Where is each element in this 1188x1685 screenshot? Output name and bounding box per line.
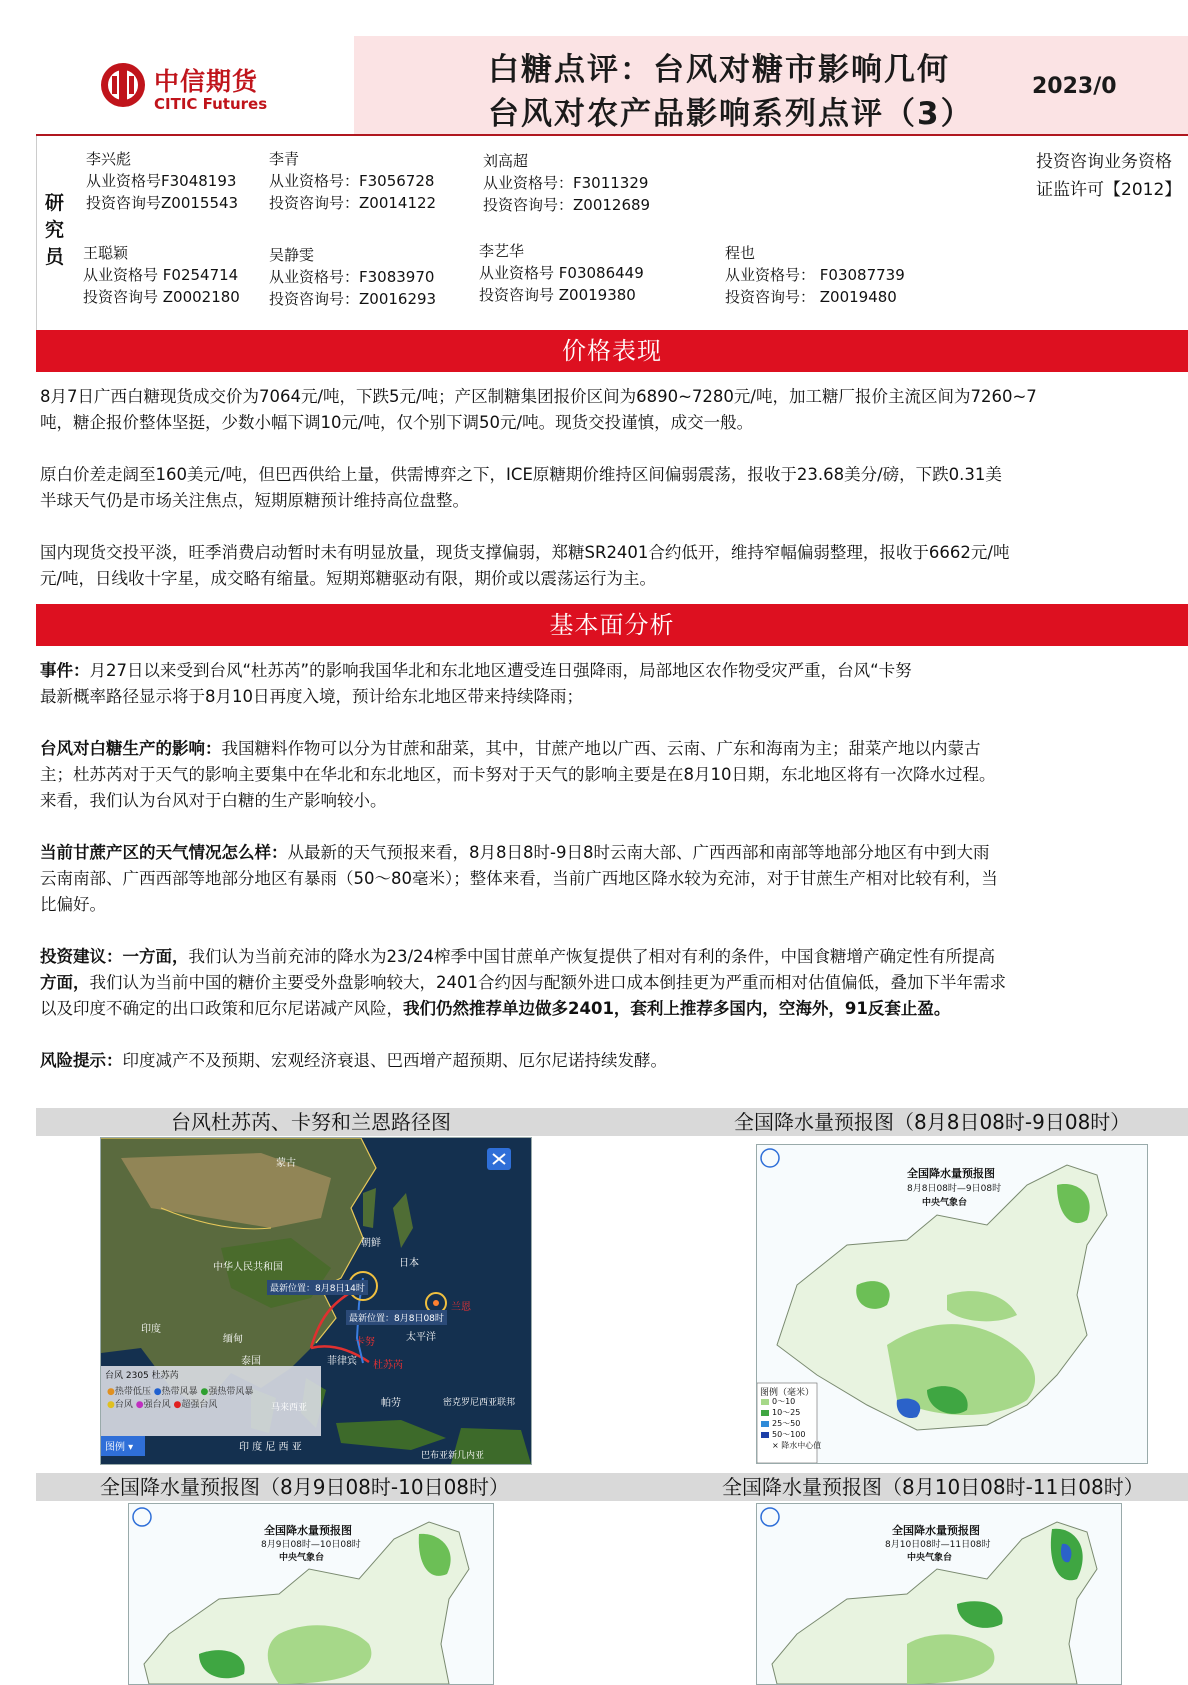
analyst-license: 从业资格号 F03086449 bbox=[479, 264, 644, 282]
researchers-label: 研 究 员 bbox=[45, 192, 65, 268]
weather-label: 当前甘蔗产区的天气情况怎么样： bbox=[40, 843, 288, 862]
figure-title-typhoon: 台风杜苏芮、卡努和兰恩路径图 bbox=[171, 1110, 451, 1134]
logo-english-name: CITIC Futures bbox=[154, 95, 268, 113]
analyst-name: 吴静雯 bbox=[269, 246, 315, 264]
risk-label: 风险提示： bbox=[40, 1051, 123, 1070]
figure-title-rain-10-11: 全国降水量预报图（8月10日08时-11日08时） bbox=[722, 1475, 1144, 1499]
analyst-name: 王聪颖 bbox=[83, 244, 129, 262]
section-heading-fundamentals: 基本面分析 bbox=[36, 604, 1188, 646]
weather-paragraph: 当前甘蔗产区的天气情况怎么样：从最新的天气预报来看，8月8日8时-9日8时云南大部、广西西部和南部等地部分地区有中到大雨 云南南部、广西西部等地部分地区有暴雨（50～80毫米）；整体来看，当前广西地区降水较为充沛，对于甘蔗生产相对比较有利，当 比偏好。 bbox=[40, 843, 998, 914]
section-heading-price: 价格表现 bbox=[36, 330, 1188, 372]
typhoon-legend: ●热带低压 ●热带风暴 ●强热带风暴 ●台风 ●强台风 ●超强台风 bbox=[107, 1387, 254, 1410]
price-paragraph-2: 原白价差走阔至160美元/吨，但巴西供给上量，供需博弈之下，ICE原糖期价维持区间偏弱震荡，报收于23.68美分/磅，下跌0.31美 半球天气仍是市场关注焦点，短期原糖预计维持高位盘整。 bbox=[40, 465, 1002, 510]
risk-paragraph: 风险提示：印度减产不及预期、宏观经济衰退、巴西增产超预期、厄尔尼诺持续发酵。 bbox=[40, 1051, 667, 1070]
analyst-card bbox=[83, 242, 240, 308]
analyst-name: 程也 bbox=[725, 244, 756, 262]
logo-chinese-name: 中信期货 bbox=[154, 67, 259, 96]
report-header bbox=[36, 36, 1188, 136]
event-paragraph: 事件：月27日以来受到台风“杜苏芮”的影响我国华北和东北地区遭受连日强降雨，局部地区农作物受灾严重，台风“卡努 最新概率路径显示将于8月10日再度入境，预计给东北地区带来持续降雨； bbox=[40, 661, 912, 706]
figure-title-row-2 bbox=[36, 1473, 1188, 1501]
analyst-card bbox=[483, 150, 650, 216]
analyst-card bbox=[86, 148, 238, 214]
figure-title-row-1 bbox=[36, 1108, 1188, 1136]
report-subtitle: 台风对农产品影响系列点评（3） bbox=[488, 96, 974, 132]
analyst-consult-no: 投资咨询号 Z0019380 bbox=[479, 286, 636, 304]
figure-title-rain-8-9: 全国降水量预报图（8月8日08时-9日08时） bbox=[734, 1110, 1131, 1134]
analyst-license: 从业资格号：F3011329 bbox=[483, 174, 649, 192]
analyst-license: 从业资格号：F3083970 bbox=[269, 268, 435, 286]
price-paragraph-3: 国内现货交投平淡，旺季消费启动暂时未有明显放量，现货支撑偏弱，郑糖SR2401合约低开，维持窄幅偏弱整理，报收于6662元/吨 元/吨，日线收十字星，成交略有缩量。短期郑糖驱动有限，期价或以震荡运行为主。 bbox=[40, 543, 1010, 588]
rain-forecast-map-9-10: 全国降水量预报图 8月9日08时—10日08时 中央气象台 bbox=[128, 1503, 494, 1685]
citic-logo-icon bbox=[100, 62, 146, 108]
rain-legend: 0～10 10～25 25～50 50～100 × 降水中心值 bbox=[772, 1397, 822, 1450]
logo bbox=[36, 36, 354, 134]
analyst-card bbox=[269, 244, 436, 310]
title-block bbox=[354, 36, 1188, 134]
report-page bbox=[36, 36, 1188, 1680]
analyst-name: 李艺华 bbox=[479, 242, 525, 260]
report-title: 白糖点评：台风对糖市影响几何 bbox=[488, 52, 950, 88]
price-paragraph-1: 8月7日广西白糖现货成交价为7064元/吨，下跌5元/吨；产区制糖集团报价区间为6890~7280元/吨，加工糖厂报价主流区间为7260~7 吨，糖企报价整体坚挺，少数小幅下调10元/吨，仅个别下调50元/吨。现货交投谨慎，成交一般。 bbox=[40, 387, 1037, 432]
analyst-consult-no: 投资咨询号Z0015543 bbox=[86, 194, 239, 212]
typhoon-track-map: 蒙古 中华人民共和国 印度 缅甸 泰国 日本 朝鲜 菲律宾 太平洋 帕劳 密克罗尼西亚联邦 印 度 尼 西 亚 巴布亚新几内亚 马来西亚 最新位置：8月8日14时 最新位置：8月8日08时 兰恩 卡努 杜苏芮 台风 2305 杜苏芮 ●热带低压 ●热带风暴 ●强热带风暴 ●台风 ●强台风 ●超强台风 图例 ▾ bbox=[100, 1137, 532, 1465]
analyst-consult-no: 投资咨询号 Z0002180 bbox=[83, 288, 240, 306]
analyst-license: 从业资格号： F03087739 bbox=[725, 266, 905, 284]
analyst-card bbox=[725, 242, 905, 308]
report-date: 2023/0 bbox=[1032, 74, 1117, 99]
researchers-block bbox=[36, 136, 1188, 330]
analyst-license: 从业资格号：F3056728 bbox=[269, 172, 435, 190]
analyst-consult-no: 投资咨询号：Z0016293 bbox=[269, 290, 437, 308]
analyst-license: 从业资格号 F0254714 bbox=[83, 266, 239, 284]
analyst-consult-no: 投资咨询号：Z0014122 bbox=[269, 194, 437, 212]
analyst-consult-no: 投资咨询号： Z0019480 bbox=[725, 288, 897, 306]
analyst-name: 李兴彪 bbox=[86, 150, 132, 168]
analyst-name: 刘高超 bbox=[483, 152, 529, 170]
figure-title-rain-9-10: 全国降水量预报图（8月9日08时-10日08时） bbox=[100, 1475, 510, 1499]
advice-label: 投资建议： bbox=[40, 947, 123, 966]
rain-forecast-map-8-9: 全国降水量预报图 8月8日08时—9日08时 中央气象台 图例（毫米） 0～10 10～25 25～50 50～100 × 降水中心值 bbox=[756, 1144, 1148, 1464]
impact-label: 台风对白糖生产的影响： bbox=[40, 739, 222, 758]
analyst-card bbox=[269, 148, 436, 214]
analyst-consult-no: 投资咨询号：Z0012689 bbox=[483, 196, 651, 214]
analyst-name: 李青 bbox=[269, 150, 300, 168]
impact-paragraph: 台风对白糖生产的影响：我国糖料作物可以分为甘蔗和甜菜，其中，甘蔗产地以广西、云南、广东和海南为主；甜菜产地以内蒙古 主；杜苏芮对于天气的影响主要集中在华北和东北地区，而卡努对于天气的影响主要是在8月10日期，东北地区将有一次降水过程。 来看，我们认为台风对于白糖的生产影响较小。 bbox=[40, 739, 996, 810]
advice-paragraph: 投资建议：一方面，我们认为当前充沛的降水为23/24榨季中国甘蔗单产恢复提供了相对有利的条件，中国食糖增产确定性有所提高 方面，我们认为当前中国的糖价主要受外盘影响较大，2401合约因与配额外进口成本倒挂更为严重而相对估值偏低，叠加下半年需求 以及印度不确定的出口政策和厄尔尼诺减产风险，我们仍然推荐单边做多2401，套利上推荐多国内，空海外，91反套止盈。 bbox=[40, 947, 1006, 1018]
rain-forecast-map-10-11: 全国降水量预报图 8月10日08时—11日08时 中央气象台 bbox=[756, 1503, 1122, 1685]
event-label: 事件： bbox=[40, 661, 90, 680]
license-info: 投资咨询业务资格 证监许可【2012】 bbox=[1036, 152, 1182, 200]
analyst-license: 从业资格号F3048193 bbox=[86, 172, 237, 190]
analyst-card bbox=[479, 240, 644, 306]
